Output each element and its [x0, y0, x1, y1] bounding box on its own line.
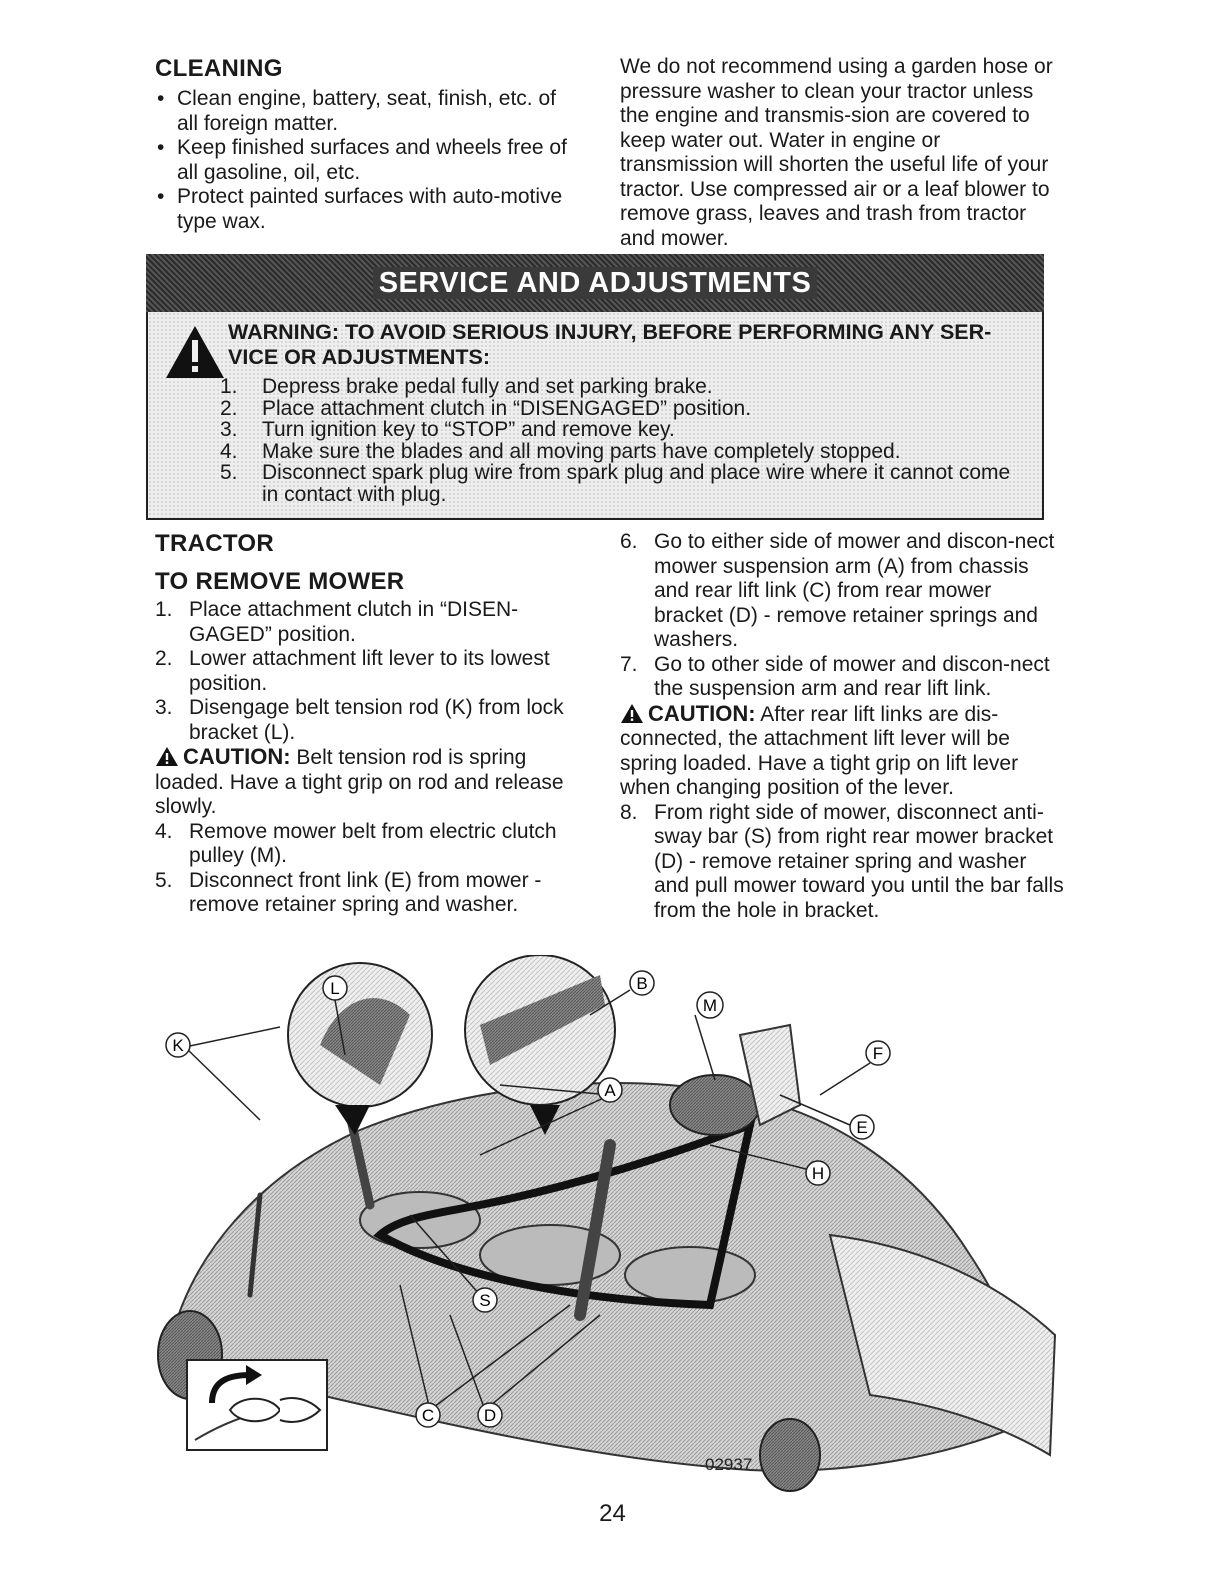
cleaning-paragraph: We do not recommend using a garden hose or pressure washer to clean your tractor unless the engine and transmis-sion are covered to keep water out. Water in engine or transmission will shorten the useful life of your tractor. Use compressed air or a leaf blower to remove grass, leaves and trash from tractor and mower.	[620, 55, 1053, 250]
step-text: Depress brake pedal fully and set parking brake.	[262, 375, 713, 398]
step-number: 6.	[620, 530, 638, 553]
retainer-spring-inset	[187, 1360, 327, 1450]
step-number: 3.	[155, 696, 173, 719]
callout-letter: H	[811, 1164, 825, 1183]
step-item	[155, 869, 595, 918]
step-text: Lower attachment lift lever to its lowest position.	[189, 647, 550, 695]
caution-triangle-icon	[620, 703, 644, 724]
service-banner-title: SERVICE AND ADJUSTMENTS	[373, 267, 818, 299]
caution-note	[155, 745, 595, 820]
caution-text: Belt tension rod is spring loaded. Have a tight grip on rod and release slowly.	[155, 746, 564, 818]
warning-step	[220, 441, 1020, 463]
cleaning-bullets	[155, 87, 580, 234]
callout-b	[630, 971, 654, 995]
callout-letter: L	[330, 979, 340, 998]
step-text: From right side of mower, disconnect anti-sway bar (S) from right rear mower bracket (D) - remove retainer spring and washer and pull mower toward you until the bar falls from the hole in bracket.	[654, 800, 1064, 922]
warning-box	[146, 312, 1044, 520]
step-number: 2.	[220, 396, 238, 420]
step-item	[155, 647, 595, 696]
callout-f	[866, 1041, 890, 1065]
step-item	[155, 820, 595, 869]
remove-mower-heading: TO REMOVE MOWER	[155, 568, 405, 595]
step-number: 7.	[620, 652, 638, 676]
caution-text: After rear lift links are dis-connected, the attachment lift lever will be spring loaded. Have a tight grip on lift lever when changing position of the lever.	[620, 702, 1019, 799]
step-number: 8.	[620, 800, 638, 824]
caution-label: CAUTION:	[648, 700, 756, 726]
figure-number: 02937	[705, 1455, 753, 1474]
mower-deck-illustration	[150, 955, 1060, 1495]
page-number: 24	[599, 1500, 626, 1527]
step-text: Disconnect spark plug wire from spark plug and place wire where it cannot come in contact with plug.	[262, 461, 1011, 506]
caution-note	[620, 702, 1065, 801]
step-number: 1.	[155, 598, 173, 621]
step-text: Place attachment clutch in “DISENGAGED” position.	[262, 396, 752, 420]
warning-triangle-icon	[164, 324, 226, 380]
step-number: 3.	[220, 418, 238, 441]
callout-a	[598, 1078, 622, 1102]
callout-letter: A	[604, 1081, 616, 1100]
step-item	[620, 653, 1065, 702]
step-item	[155, 598, 595, 647]
callout-d	[478, 1403, 502, 1427]
cleaning-bullet: • Clean engine, battery, seat, finish, etc. of all foreign matter.	[155, 87, 580, 136]
warning-heading: WARNING: TO AVOID SERIOUS INJURY, BEFORE PERFORMING ANY SER-VICE OR ADJUSTMENTS:	[228, 320, 992, 369]
step-text: Go to other side of mower and discon-nect the suspension arm and rear lift link.	[654, 652, 1050, 700]
tractor-right-column	[620, 530, 1065, 923]
tractor-left-column	[155, 530, 595, 918]
step-text: Disconnect front link (E) from mower - remove retainer spring and washer.	[189, 868, 542, 916]
step-text: Remove mower belt from electric clutch pulley (M).	[189, 819, 557, 867]
service-banner	[146, 254, 1044, 312]
remove-mower-steps	[155, 598, 595, 745]
electric-clutch-pulley	[670, 1075, 760, 1135]
cleaning-bullet: • Protect painted surfaces with auto-motive type wax.	[155, 185, 580, 234]
callout-letter: K	[172, 1036, 184, 1055]
step-number: 1.	[220, 375, 238, 398]
callout-h	[806, 1161, 830, 1185]
warning-step	[220, 462, 1020, 505]
step-number: 4.	[220, 439, 238, 463]
callout-letter: D	[483, 1406, 497, 1425]
step-item	[620, 530, 1065, 653]
step-text: Disengage belt tension rod (K) from lock bracket (L).	[189, 696, 564, 744]
warning-step	[220, 398, 1020, 420]
warning-steps	[220, 376, 1020, 505]
spindle-pulley-right	[625, 1247, 755, 1303]
warning-step	[220, 419, 1020, 441]
step-number: 2.	[155, 647, 173, 670]
warning-step	[220, 376, 1020, 398]
callout-s	[473, 1288, 497, 1312]
step-number: 5.	[220, 461, 238, 484]
cleaning-heading: CLEANING	[155, 55, 283, 82]
callout-m	[697, 992, 723, 1018]
callout-c	[416, 1403, 440, 1427]
step-text: Turn ignition key to “STOP” and remove key.	[262, 418, 675, 441]
callout-letter: M	[702, 996, 718, 1015]
callout-letter: F	[872, 1044, 884, 1063]
callout-letter: B	[636, 974, 648, 993]
callout-k	[166, 1033, 190, 1057]
step-text: Place attachment clutch in “DISEN-GAGED” position.	[189, 598, 519, 646]
step-item	[155, 696, 595, 745]
step-number: 5.	[155, 868, 173, 892]
tractor-heading: TRACTOR	[155, 530, 274, 557]
callout-letter: S	[479, 1291, 491, 1310]
remove-mower-steps-right-continued	[620, 801, 1065, 924]
caution-triangle-icon	[155, 746, 179, 767]
callout-e	[850, 1115, 874, 1139]
step-number: 4.	[155, 819, 173, 843]
callout-letter: C	[421, 1406, 435, 1425]
step-text: Go to either side of mower and discon-nect mower suspension arm (A) from chassis and rear lift link (C) from rear mower bracket (D) - remove retainer springs and washers.	[654, 530, 1055, 651]
callout-letter: E	[856, 1118, 868, 1137]
step-item	[620, 801, 1065, 924]
remove-mower-steps-continued	[155, 820, 595, 918]
cleaning-section	[155, 55, 580, 234]
step-text: Make sure the blades and all moving parts have completely stopped.	[262, 439, 901, 463]
caster-wheel-right	[760, 1419, 820, 1491]
remove-mower-steps-right	[620, 530, 1065, 702]
cleaning-bullet: • Keep finished surfaces and wheels free of all gasoline, oil, etc.	[155, 136, 580, 185]
caution-label: CAUTION:	[183, 744, 291, 769]
callout-l	[323, 976, 347, 1000]
